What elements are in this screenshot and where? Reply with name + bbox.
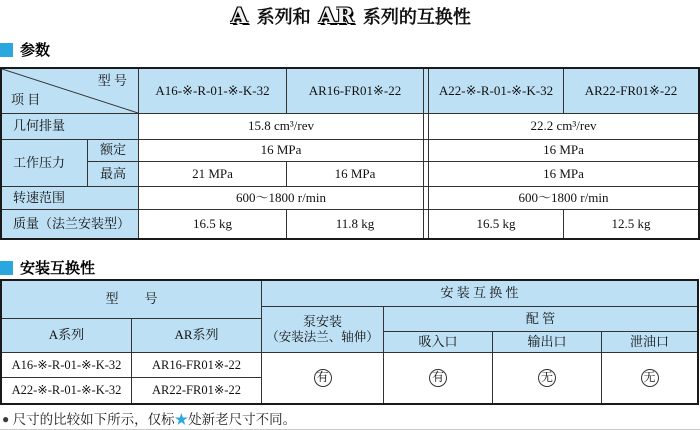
- mass-ar22: 12.5 kg: [564, 210, 698, 238]
- drain-header: 泄油口: [602, 332, 697, 352]
- model-ar16-cell: AR16-FR01※-22: [132, 353, 261, 377]
- logo-a: A: [231, 3, 249, 28]
- double-rule-gap: [424, 210, 428, 238]
- section-header-mounting-compat: [0, 257, 95, 278]
- corner-model-label: 型 号: [97, 73, 127, 88]
- logo-ar: AR: [318, 3, 355, 28]
- circled-wu-mark: 无: [641, 369, 659, 387]
- piping-header: 配 管: [384, 307, 697, 331]
- model-a16-cell: A16-※-R-01-※-K-32: [2, 353, 131, 377]
- footnote-text-1: 尺寸的比较如下所示，仅标: [9, 412, 175, 427]
- row-label-mass: 质量（法兰安装型）: [2, 210, 138, 238]
- section-header-parameters: [0, 39, 50, 60]
- double-rule-gap: [424, 162, 428, 186]
- sub-label-rated: 额定: [88, 140, 138, 161]
- max-pressure-a16: 21 MPa: [139, 162, 286, 186]
- pump-mount-header: [262, 307, 383, 352]
- displacement-16-value: 15.8 cm³/rev: [139, 114, 423, 139]
- title-text-1: 系列和: [250, 7, 317, 28]
- double-rule-gap: [424, 114, 428, 139]
- parameters-table: [0, 67, 700, 240]
- series-a-header: A系列: [2, 319, 131, 352]
- rated-pressure-22: 16 MPa: [429, 140, 698, 161]
- max-pressure-ar16: 16 MPa: [287, 162, 423, 186]
- footnote-text-2: 处新老尺寸不同。: [188, 412, 297, 427]
- model-header-ar16: AR16-FR01※-22: [287, 69, 423, 113]
- circled-you-mark: 有: [314, 369, 332, 387]
- model-header: 型 号: [2, 281, 261, 318]
- model-header-ar22: AR22-FR01※-22: [564, 69, 698, 113]
- speed-range-16: 600～1800 r/min: [139, 187, 423, 209]
- outlet-header: 输出口: [493, 332, 601, 352]
- page-title: [0, 3, 700, 29]
- model-header-a16: A16-※-R-01-※-K-32: [139, 69, 286, 113]
- max-pressure-22: 16 MPa: [429, 162, 698, 186]
- row-label-working-pressure: 工作压力: [2, 140, 87, 186]
- section-label: 安装互换性: [20, 259, 96, 277]
- footnote: [2, 408, 296, 428]
- bullet-icon: ●: [2, 412, 10, 426]
- mark-inlet: [384, 353, 492, 403]
- model-ar22-cell: AR22-FR01※-22: [132, 378, 261, 403]
- double-rule-gap: [424, 187, 428, 209]
- mark-outlet: [493, 353, 601, 403]
- corner-item-label: 项 目: [11, 92, 41, 108]
- mark-drain: [602, 353, 697, 403]
- star-icon: ★: [174, 412, 189, 427]
- pump-mount-line1: 泵安装: [302, 313, 342, 329]
- circled-you-mark: 有: [429, 369, 447, 387]
- mass-ar16: 11.8 kg: [287, 210, 423, 238]
- speed-range-22: 600～1800 r/min: [429, 187, 698, 209]
- rated-pressure-16: 16 MPa: [139, 140, 423, 161]
- mass-a22: 16.5 kg: [429, 210, 563, 238]
- section-marker-icon: [0, 43, 13, 57]
- sub-label-max: 最高: [88, 162, 138, 186]
- mass-a16: 16.5 kg: [139, 210, 286, 238]
- row-label-speed-range: 转速范围: [2, 187, 138, 209]
- title-text-2: 系列的互换性: [356, 7, 471, 28]
- section-label: 参数: [20, 41, 51, 59]
- pump-mount-line2: （安装法兰、轴伸）: [266, 329, 379, 344]
- row-label-displacement: 几何排量: [2, 114, 138, 139]
- section-marker-icon: [0, 261, 13, 275]
- double-rule-gap: [424, 140, 428, 161]
- model-header-a22: A22-※-R-01-※-K-32: [429, 69, 563, 113]
- inlet-header: 吸入口: [384, 332, 492, 352]
- displacement-22-value: 22.2 cm³/rev: [429, 114, 698, 139]
- compat-header: 安 装 互 换 性: [262, 281, 697, 306]
- model-a22-cell: A22-※-R-01-※-K-32: [2, 378, 131, 403]
- corner-header-cell: [2, 69, 138, 113]
- series-ar-header: AR系列: [132, 319, 261, 352]
- double-rule-gap: [424, 69, 428, 113]
- mark-pump-mount: [262, 353, 383, 403]
- circled-wu-mark: 无: [538, 369, 556, 387]
- mounting-compat-table: [0, 279, 699, 405]
